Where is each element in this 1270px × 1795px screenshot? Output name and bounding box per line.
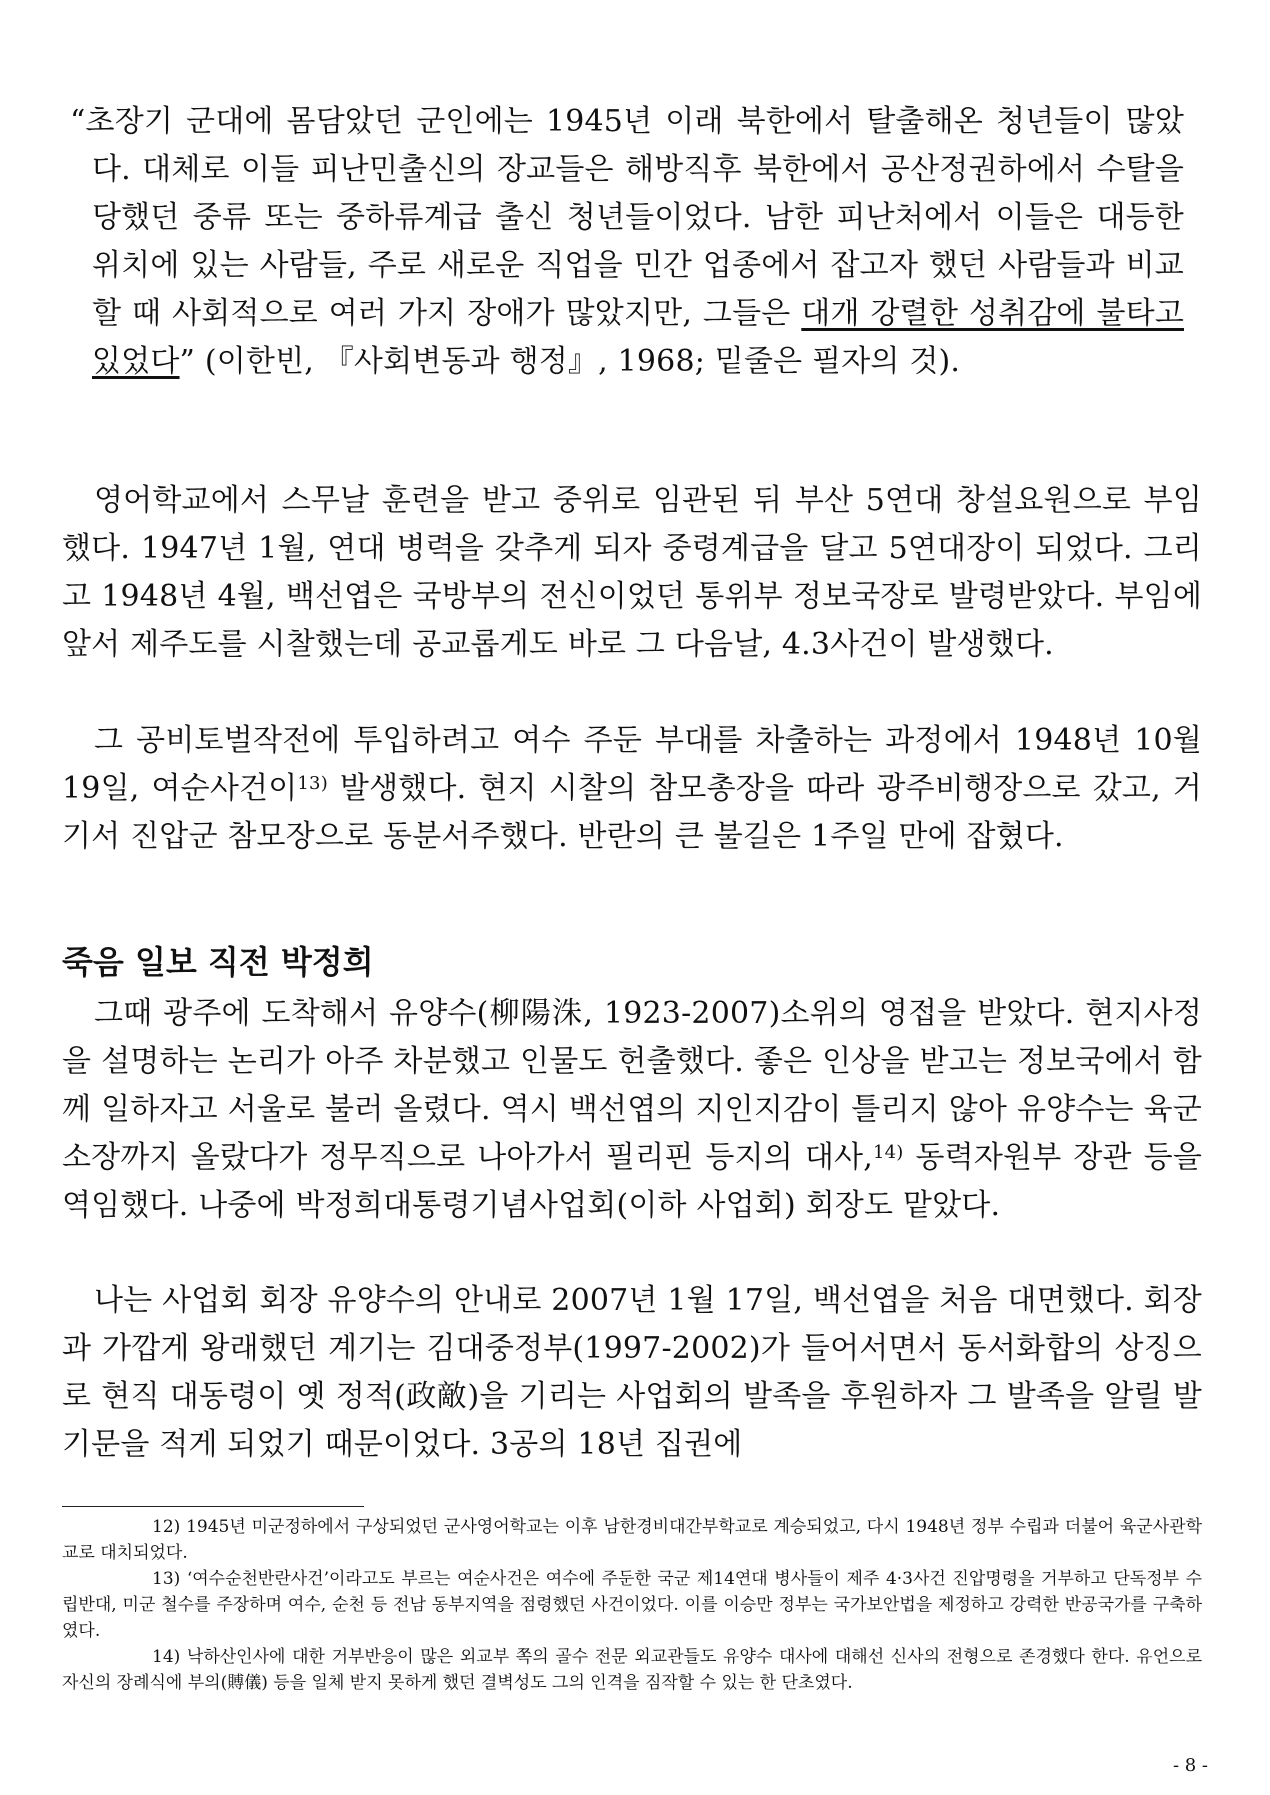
footnotes [62,1514,1202,1696]
block-quote [70,98,1184,386]
paragraph-text: 나는 사업회 회장 유양수의 안내로 2007년 1월 17일, 백선엽을 처음 대면했다. 회장과 가깝게 왕래했던 계기는 김대중정부(1997-2002)가 들어서면서 동서화합의 상징으로 현직 대동령이 옛 정적(政敵)을 기리는 사업회의 발족을 후원하자 그 발족을 알릴 발기문을 적게 되었기 때문이었다. 3공의 18년 집권에 [62,1283,1202,1462]
section-heading: 죽음 일보 직전 박정희 [62,943,374,981]
footnote-divider [62,1506,364,1507]
paragraph-text-part: 그 공비토벌작전에 투입하려고 여수 주둔 부대를 차출하는 과정에서 1948년 10월 19일, 여순사건이 [62,723,1202,806]
quote-underlined-text: 대개 강렬한 성취감에 불타고 있었다 [92,296,1184,379]
paragraph-text [62,990,1202,1230]
body-paragraph-1 [62,477,1202,669]
paragraph-text [62,717,1202,861]
paragraph-text-part: 발생했다. 현지 시찰의 참모총장을 따라 광주비행장으로 갔고, 거기서 진압군 참모장으로 동분서주했다. 반란의 큰 불길은 1주일 만에 잡혔다. [62,771,1202,854]
body-paragraph-4 [62,1277,1202,1469]
quote-paragraph [70,98,1184,386]
paragraph-text: 영어학교에서 스무날 훈련을 받고 중위로 임관된 뒤 부산 5연대 창설요원으로 부임했다. 1947년 1월, 연대 병력을 갖추게 되자 중령계급을 달고 5연대장이 되었다. 그리고 1948년 4월, 백선엽은 국방부의 전신이었던 통위부 정보국장로 발령받았다. 부임에 앞서 제주도를 시찰했는데 공교롭게도 바로 그 다음날, 4.3사건이 발생했다. [62,483,1202,662]
body-paragraph-3 [62,990,1202,1230]
quote-citation: ” (이한빈, 『사회변동과 행정』, 1968; 밑줄은 필자의 것). [179,344,961,379]
body-paragraph-2 [62,717,1202,861]
footnote-14: 14) 낙하산인사에 대한 거부반응이 많은 외교부 쪽의 골수 전문 외교관들도 유양수 대사에 대해선 신사의 전형으로 존경했다 한다. 유언으로 자신의 장례식에 부의(賻儀) 등을 일체 받지 못하게 했던 결벽성도 그의 인격을 짐작할 수 있는 한 단초였다. [62,1647,1202,1693]
paragraph-text-part: 동력자원부 장관 등을 역임했다. 나중에 박정희대통령기념사업회(이하 사업회) 회장도 맡았다. [62,1140,1203,1223]
paragraph-text-part: 그때 광주에 도착해서 유양수(柳陽洙, 1923-2007)소위의 영접을 받았다. 현지사정을 설명하는 논리가 아주 차분했고 인물도 헌출했다. 좋은 인상을 받고는 정보국에서 함께 일하자고 서울로 불러 올렸다. 역시 백선엽의 지인지감이 틀리지 않아 유양수는 육군 소장까지 올랐다가 정무직으로 나아가서 필리핀 등지의 대사, [62,996,1202,1175]
quote-text-before-underline: “초장기 군대에 몸담았던 군인에는 1945년 이래 북한에서 탈출해온 청년들이 많았다. 대체로 이들 피난민출신의 장교들은 해방직후 북한에서 공산정권하에서 수탈을 당했던 중류 또는 중하류계급 출신 청년들이었다. 남한 피난처에서 이들은 대등한 위치에 있는 사람들, 주로 새로운 직업을 민간 업종에서 잡고자 했던 사람들과 비교할 때 사회적으로 여러 가지 장애가 많았지만, 그들은 [70,104,1184,331]
footnote-13: 13) ‘여수순천반란사건’이라고도 부르는 여순사건은 여수에 주둔한 국군 제14연대 병사들이 제주 4·3사건 진압명령을 거부하고 단독정부 수립반대, 미군 철수를 주장하며 여수, 순천 등 전남 동부지역을 점령했던 사건이었다. 이를 이승만 정부는 국가보안법을 제정하고 강력한 반공국가를 구축하였다. [62,1569,1202,1641]
footnote-ref-14[interactable]: 14) [872,1142,904,1163]
footnote-ref-13[interactable]: 13) [297,773,328,794]
footnote-12: 12) 1945년 미군정하에서 구상되었던 군사영어학교는 이후 남한경비대간부학교로 계승되었고, 다시 1948년 정부 수립과 더불어 육군사관학교로 대치되었다. [62,1517,1202,1563]
page-number: - 8 - [1172,1755,1208,1776]
